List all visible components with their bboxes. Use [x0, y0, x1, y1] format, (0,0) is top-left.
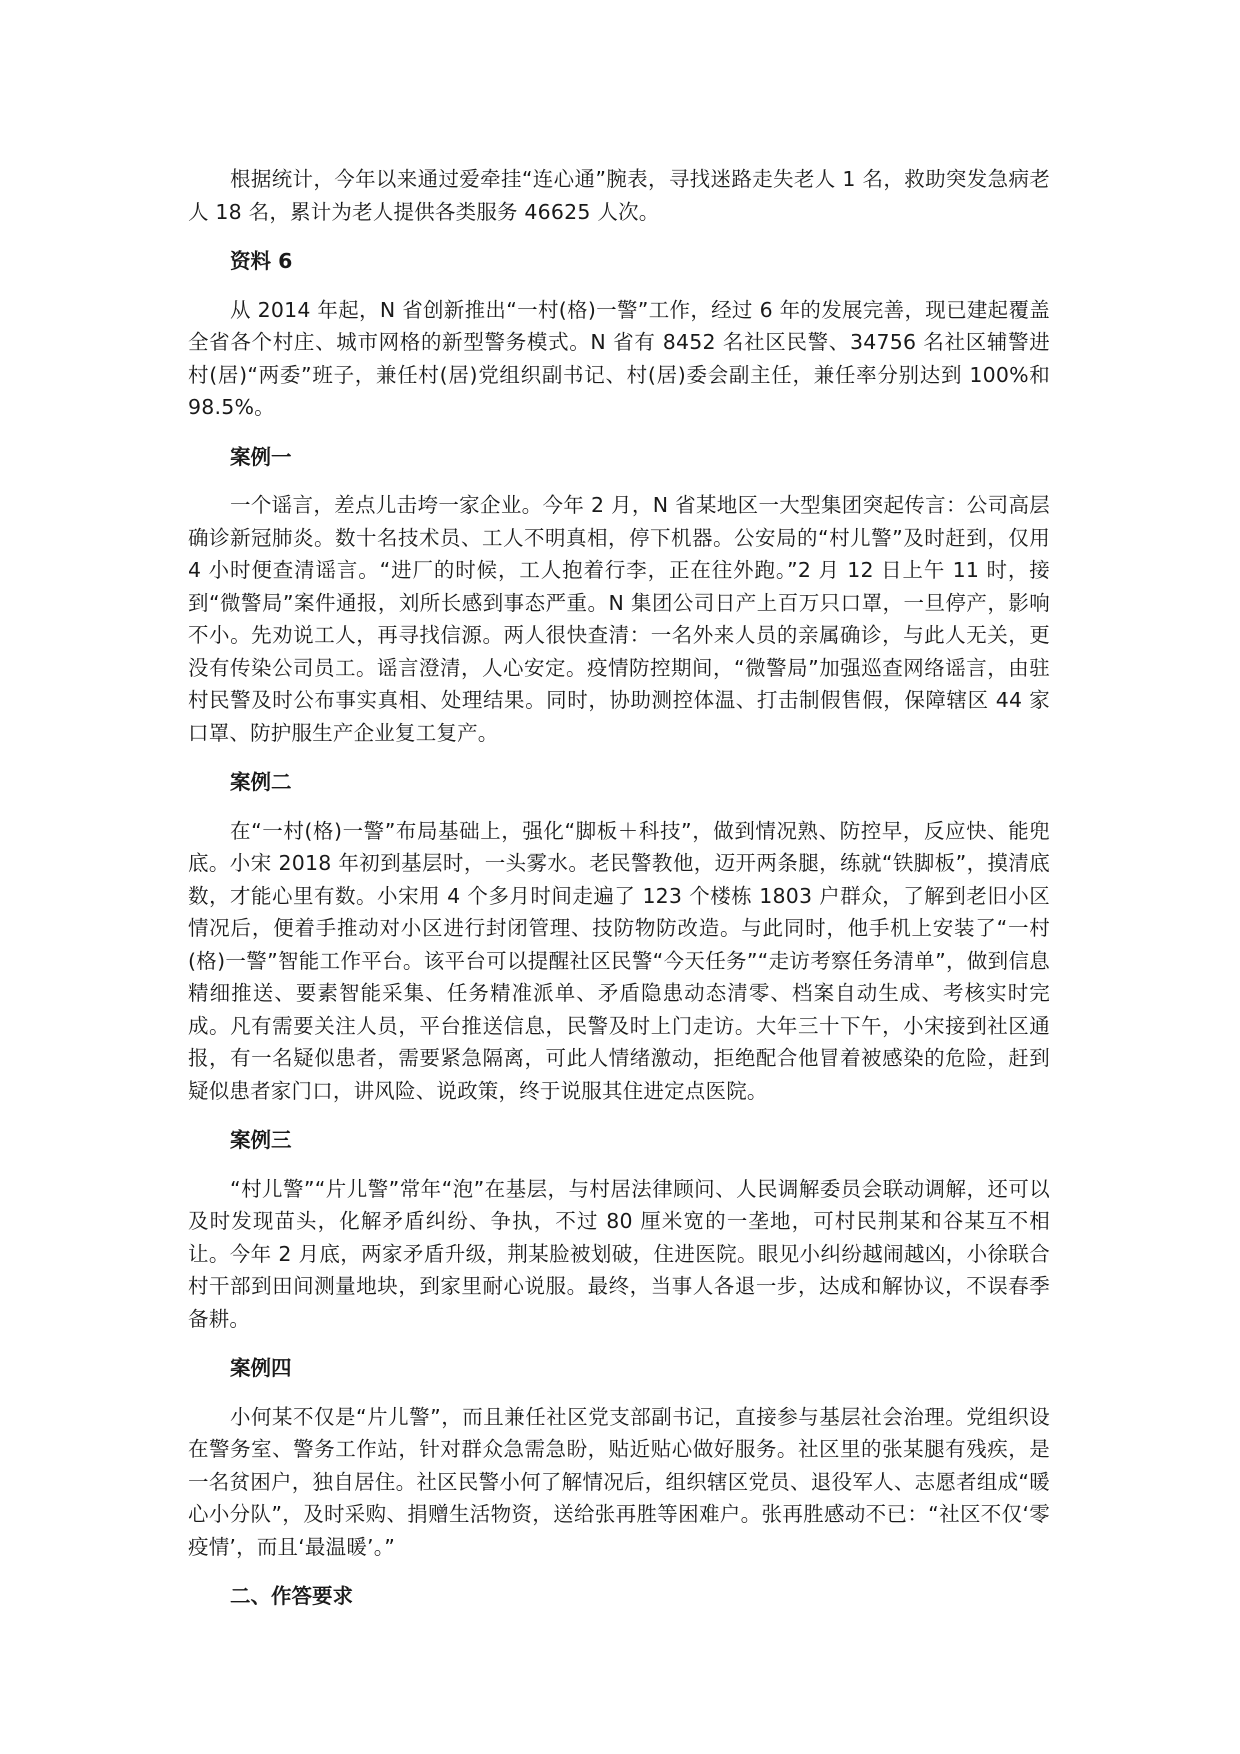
heading-case-1: 案例一: [230, 444, 292, 469]
paragraph-statistics: 根据统计，今年以来通过爱牵挂“连心通”腕表，寻找迷路走失老人 1 名，救助突发急病老人 18 名，累计为老人提供各类服务 46625 人次。: [188, 167, 1050, 224]
heading-material-6: 资料 6: [230, 249, 293, 273]
paragraph-case-4: 小何某不仅是“片儿警”，而且兼任社区党支部副书记，直接参与基层社会治理。党组织设在警务室、警务工作站，针对群众急需急盼，贴近贴心做好服务。社区里的张某腿有残疾，是一名贫困户，独自居住。社区民警小何了解情况后，组织辖区党员、退役军人、志愿者组成“暖心小分队”，及时采购、捐赠生活物资，送给张再胜等困难户。张再胜感动不已：“社区不仅‘零疫情’，而且‘最温暖’。”: [188, 1404, 1050, 1559]
paragraph-case-2: 在“一村(格)一警”布局基础上，强化“脚板＋科技”，做到情况熟、防控早，反应快、能兜底。小宋 2018 年初到基层时，一头雾水。老民警教他，迈开两条腿，练就“铁脚板”，摸清底数，才能心里有数。小宋用 4 个多月时间走遍了 123 个楼栋 1803 户群众，了解到老旧小区情况后，便着手推动对小区进行封闭管理、技防物防改造。与此同时，他手机上安装了“一村(格)一警”智能工作平台。该平台可以提醒社区民警“今天任务”“走访考察任务清单”，做到信息精细推送、要素智能采集、任务精准派单、矛盾隐患动态清零、档案自动生成、考核实时完成。凡有需要关注人员，平台推送信息，民警及时上门走访。大年三十下午，小宋接到社区通报，有一名疑似患者，需要紧急隔离，可此人情绪激动，拒绝配合他冒着被感染的危险，赶到疑似患者家门口，讲风险、说政策，终于说服其住进定点医院。: [188, 818, 1050, 1103]
heading-case-3: 案例三: [230, 1128, 292, 1152]
paragraph-material-6: 从 2014 年起，N 省创新推出“一村(格)一警”工作，经过 6 年的发展完善，现已建起覆盖全省各个村庄、城市网格的新型警务模式。N 省有 8452 名社区民警、34756 名社区辅警进村(居)“两委”班子，兼任村(居)党组织副书记、村(居)委会副主任，兼任率分别达到 100%和 98.5%。: [188, 297, 1050, 419]
paragraph-case-3: “村儿警”“片儿警”常年“泡”在基层，与村居法律顾问、人民调解委员会联动调解，还可以及时发现苗头，化解矛盾纠纷、争执，不过 80 厘米宽的一垄地，可村民荆某和谷某互不相让。今年 2 月底，两家矛盾升级，荆某脸被划破，住进医院。眼见小纠纷越闹越凶，小徐联合村干部到田间测量地块，到家里耐心说服。最终，当事人各退一步，达成和解协议，不误春季备耕。: [188, 1176, 1050, 1331]
heading-case-2: 案例二: [230, 770, 292, 794]
heading-answer-requirements: 二、作答要求: [230, 1584, 353, 1608]
paragraph-case-1: 一个谣言，差点儿击垮一家企业。今年 2 月，N 省某地区一大型集团突起传言：公司高层确诊新冠肺炎。数十名技术员、工人不明真相，停下机器。公安局的“村儿警”及时赶到，仅用 4 小时便查清谣言。“进厂的时候，工人抱着行李，正在往外跑。”2 月 12 日上午 11 时，接到“微警局”案件通报，刘所长感到事态严重。N 集团公司日产上百万只口罩，一旦停产，影响不小。先劝说工人，再寻找信源。两人很快查清：一名外来人员的亲属确诊，与此人无关，更没有传染公司员工。谣言澄清，人心安定。疫情防控期间，“微警局”加强巡查网络谣言，由驻村民警及时公布事实真相、处理结果。同时，协助测控体温、打击制假售假，保障辖区 44 家口罩、防护服生产企业复工复产。: [188, 493, 1050, 745]
heading-case-4: 案例四: [230, 1356, 292, 1380]
document-page: [188, 163, 1050, 1629]
